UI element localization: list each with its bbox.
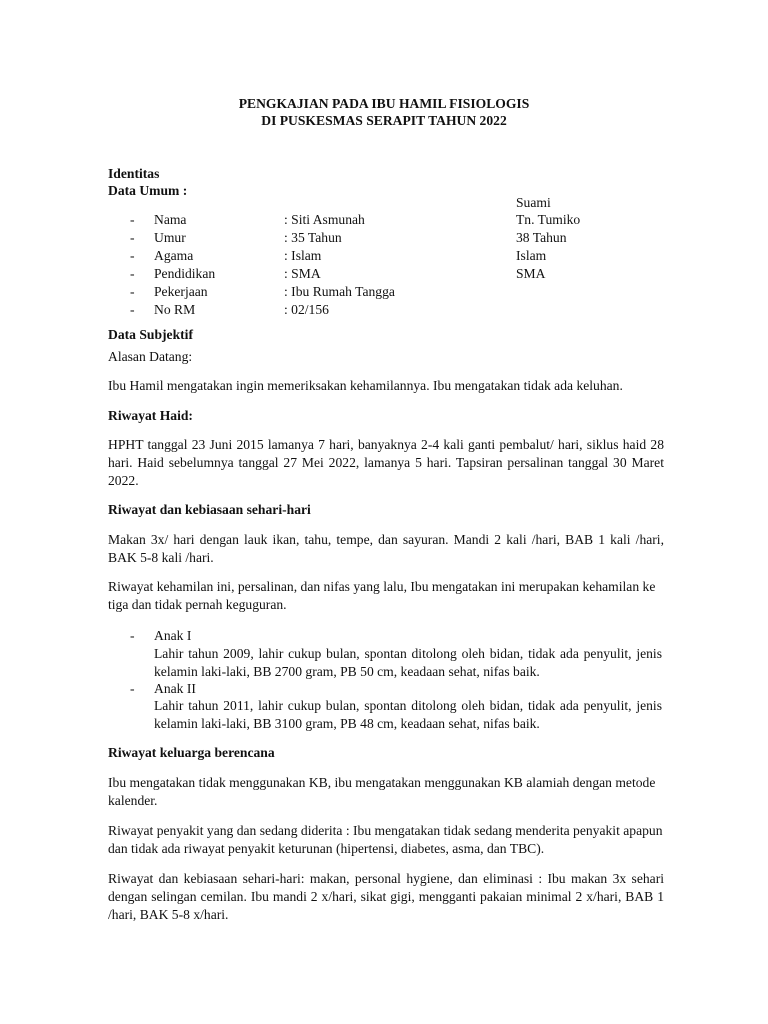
row-ibu-value: : 02/156 bbox=[284, 302, 329, 317]
kb-text: Ibu mengatakan tidak menggunakan KB, ibu mengatakan menggunakan KB alamiah dengan metode kalender. bbox=[108, 775, 656, 808]
identity-row-nama bbox=[0, 211, 768, 229]
kb-heading: Riwayat keluarga berencana bbox=[108, 745, 275, 760]
alasan-datang-text: Ibu Hamil mengatakan ingin memeriksakan kehamilannya. Ibu mengatakan tidak ada keluhan. bbox=[108, 378, 623, 393]
row-ibu-value: : Siti Asmunah bbox=[284, 212, 365, 227]
identitas-heading: Identitas bbox=[108, 166, 160, 181]
riwayat-haid-heading: Riwayat Haid: bbox=[108, 408, 193, 423]
row-suami-value: 38 Tahun bbox=[516, 230, 567, 245]
alasan-datang-label: Alasan Datang: bbox=[108, 349, 193, 364]
anak-2-text: Lahir tahun 2011, lahir cukup bulan, spontan ditolong oleh bidan, tidak ada penyulit, jenis kelamin laki-laki, BB 3100 gram, PB 48 cm, keadaan sehat, nifas baik. bbox=[154, 698, 662, 731]
row-bullet: - bbox=[130, 266, 135, 281]
identity-row-pekerjaan bbox=[0, 283, 768, 301]
identity-row-agama bbox=[0, 247, 768, 265]
row-suami-value: Islam bbox=[516, 248, 547, 263]
document-title-line1: PENGKAJIAN PADA IBU HAMIL FISIOLOGIS bbox=[238, 96, 530, 111]
suami-column-header: Suami bbox=[516, 195, 551, 210]
row-bullet: - bbox=[130, 284, 135, 299]
anak-1-label: Anak I bbox=[154, 628, 192, 643]
row-label: Umur bbox=[154, 230, 186, 245]
identity-row-pendidikan bbox=[0, 265, 768, 283]
row-suami-value: Tn. Tumiko bbox=[516, 212, 581, 227]
row-bullet: - bbox=[130, 248, 135, 263]
data-subjektif-heading: Data Subjektif bbox=[108, 327, 193, 342]
document-title-line2: DI PUSKESMAS SERAPIT TAHUN 2022 bbox=[261, 113, 507, 128]
row-label: Pekerjaan bbox=[154, 284, 208, 299]
row-suami-value: SMA bbox=[516, 266, 546, 281]
row-label: Pendidikan bbox=[154, 266, 216, 281]
row-label: Nama bbox=[154, 212, 187, 227]
kebiasaan-heading: Riwayat dan kebiasaan sehari-hari bbox=[108, 502, 311, 517]
kebiasaan-text-2: Riwayat kehamilan ini, persalinan, dan nifas yang lalu, Ibu mengatakan ini merupakan kehamilan ke tiga dan tidak pernah keguguran. bbox=[108, 579, 656, 612]
kebiasaan-text-1: Makan 3x/ hari dengan lauk ikan, tahu, tempe, dan sayuran. Mandi 2 kali /hari, BAB 1 kali /hari, BAK 5-8 kali /hari. bbox=[108, 532, 664, 565]
identity-row-no-rm bbox=[0, 301, 768, 319]
row-bullet: - bbox=[130, 230, 135, 245]
row-ibu-value: : Ibu Rumah Tangga bbox=[284, 284, 395, 299]
row-bullet: - bbox=[130, 212, 135, 227]
anak-1-text: Lahir tahun 2009, lahir cukup bulan, spontan ditolong oleh bidan, tidak ada penyulit, jenis kelamin laki-laki, BB 2700 gram, PB 50 cm, keadaan sehat, nifas baik. bbox=[154, 646, 662, 679]
riwayat-haid-text: HPHT tanggal 23 Juni 2015 lamanya 7 hari, banyaknya 2-4 kali ganti pembalut/ hari, siklus haid 28 hari. Haid sebelumnya tanggal 27 Mei 2022, lamanya 5 hari. Tapsiran persalinan tanggal 30 Maret 2022. bbox=[108, 437, 664, 488]
anak-1-bullet: - bbox=[130, 628, 135, 643]
kebiasaan-eliminasi-text: Riwayat dan kebiasaan sehari-hari: makan, personal hygiene, dan eliminasi : Ibu makan 3x sehari dengan selingan cemilan. Ibu mandi 2 x/hari, sikat gigi, mengganti pakaian minimal 2 x/hari, BAB 1 /hari, BAK 5-8 x/hari. bbox=[108, 871, 664, 922]
data-umum-heading: Data Umum : bbox=[108, 183, 188, 198]
anak-2-label: Anak II bbox=[154, 681, 196, 696]
row-ibu-value: : 35 Tahun bbox=[284, 230, 342, 245]
riwayat-penyakit-text: Riwayat penyakit yang dan sedang diderita : Ibu mengatakan tidak sedang menderita penyakit apapun dan tidak ada riwayat penyakit keturunan (hipertensi, diabetes, asma, dan TBC). bbox=[108, 823, 663, 856]
row-label: Agama bbox=[154, 248, 194, 263]
row-ibu-value: : SMA bbox=[284, 266, 321, 281]
anak-2-bullet: - bbox=[130, 681, 135, 696]
identity-row-umur bbox=[0, 229, 768, 247]
row-ibu-value: : Islam bbox=[284, 248, 322, 263]
row-bullet: - bbox=[130, 302, 135, 317]
row-label: No RM bbox=[154, 302, 196, 317]
